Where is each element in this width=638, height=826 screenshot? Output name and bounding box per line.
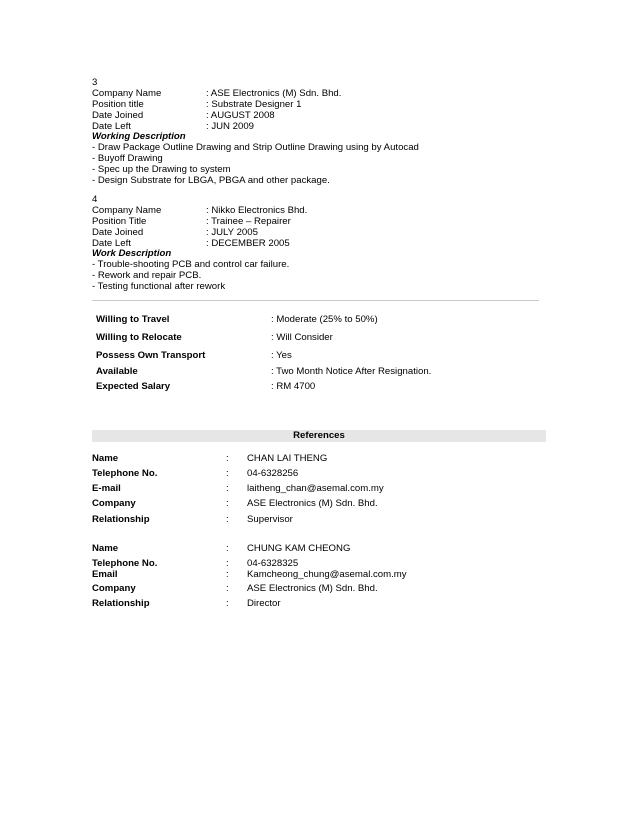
ref1-company-label: Company <box>92 498 136 509</box>
ref1-phone-value: 04-6328256 <box>247 468 299 479</box>
references-title: References <box>293 430 345 441</box>
ref1-phone-label: Telephone No. <box>92 468 158 479</box>
experience-3-company-label: Company Name <box>92 88 162 99</box>
section-divider <box>92 300 539 301</box>
salary-value: : RM 4700 <box>271 381 316 392</box>
travel-label: Willing to Travel <box>96 314 170 325</box>
ref2-colon: : <box>226 569 229 580</box>
ref1-colon: : <box>226 453 229 464</box>
experience-4-bullet: - Trouble-shooting PCB and control car failure. <box>92 259 290 270</box>
relocate-label: Willing to Relocate <box>96 332 182 343</box>
ref2-colon: : <box>226 558 229 569</box>
ref2-colon: : <box>226 583 229 594</box>
experience-3-joined-value: : AUGUST 2008 <box>206 110 275 121</box>
ref2-relationship-value: Director <box>247 598 281 609</box>
ref2-company-value: ASE Electronics (M) Sdn. Bhd. <box>247 583 378 594</box>
ref2-company-label: Company <box>92 583 136 594</box>
experience-4-bullet: - Testing functional after rework <box>92 281 226 292</box>
experience-4-bullet: - Rework and repair PCB. <box>92 270 202 281</box>
experience-3-joined-label: Date Joined <box>92 110 144 121</box>
ref2-colon: : <box>226 598 229 609</box>
ref1-email-label: E-mail <box>92 483 121 494</box>
salary-label: Expected Salary <box>96 381 171 392</box>
ref1-email-value: laitheng_chan@asemal.com.my <box>247 483 384 494</box>
ref1-name-label: Name <box>92 453 119 464</box>
ref1-name-value: CHAN LAI THENG <box>247 453 328 464</box>
travel-value: : Moderate (25% to 50%) <box>271 314 378 325</box>
experience-4-joined-label: Date Joined <box>92 227 144 238</box>
references-header <box>92 430 546 442</box>
experience-4-number: 4 <box>92 194 98 205</box>
ref1-colon: : <box>226 514 229 525</box>
ref2-name-value: CHUNG KAM CHEONG <box>247 543 351 554</box>
experience-3-desc-title: Working Description <box>92 131 186 142</box>
ref1-colon: : <box>226 498 229 509</box>
experience-4-desc-title: Work Description <box>92 248 172 259</box>
experience-3-position-label: Position title <box>92 99 144 110</box>
experience-4-left-value: : DECEMBER 2005 <box>206 238 290 249</box>
ref2-colon: : <box>226 543 229 554</box>
ref1-colon: : <box>226 483 229 494</box>
ref1-company-value: ASE Electronics (M) Sdn. Bhd. <box>247 498 378 509</box>
experience-4-position-value: : Trainee – Repairer <box>206 216 291 227</box>
experience-3-company-value: : ASE Electronics (M) Sdn. Bhd. <box>206 88 342 99</box>
ref1-relationship-label: Relationship <box>92 514 150 525</box>
experience-3-bullet: - Design Substrate for LBGA, PBGA and other package. <box>92 175 330 186</box>
experience-3-bullet: - Draw Package Outline Drawing and Strip Outline Drawing using by Autocad <box>92 142 419 153</box>
available-value: : Two Month Notice After Resignation. <box>271 366 432 377</box>
experience-4-position-label: Position Title <box>92 216 147 227</box>
experience-4-joined-value: : JULY 2005 <box>206 227 258 238</box>
ref2-phone-value: 04-6328325 <box>247 558 299 569</box>
experience-3-bullet: - Buyoff Drawing <box>92 153 163 164</box>
experience-4-company-value: : Nikko Electronics Bhd. <box>206 205 308 216</box>
transport-label: Possess Own Transport <box>96 350 206 361</box>
experience-3-position-value: : Substrate Designer 1 <box>206 99 302 110</box>
relocate-value: : Will Consider <box>271 332 333 343</box>
ref2-email-value: Kamcheong_chung@asemal.com.my <box>247 569 407 580</box>
available-label: Available <box>96 366 138 377</box>
ref2-phone-label: Telephone No. <box>92 558 158 569</box>
ref2-email-label: Email <box>92 569 118 580</box>
ref2-relationship-label: Relationship <box>92 598 150 609</box>
experience-4-company-label: Company Name <box>92 205 162 216</box>
experience-3-left-label: Date Left <box>92 121 131 132</box>
experience-3-bullet: - Spec up the Drawing to system <box>92 164 231 175</box>
experience-3-number: 3 <box>92 77 98 88</box>
ref1-relationship-value: Supervisor <box>247 514 293 525</box>
experience-3-left-value: : JUN 2009 <box>206 121 254 132</box>
transport-value: : Yes <box>271 350 292 361</box>
ref1-colon: : <box>226 468 229 479</box>
ref2-name-label: Name <box>92 543 119 554</box>
experience-4-left-label: Date Left <box>92 238 131 249</box>
